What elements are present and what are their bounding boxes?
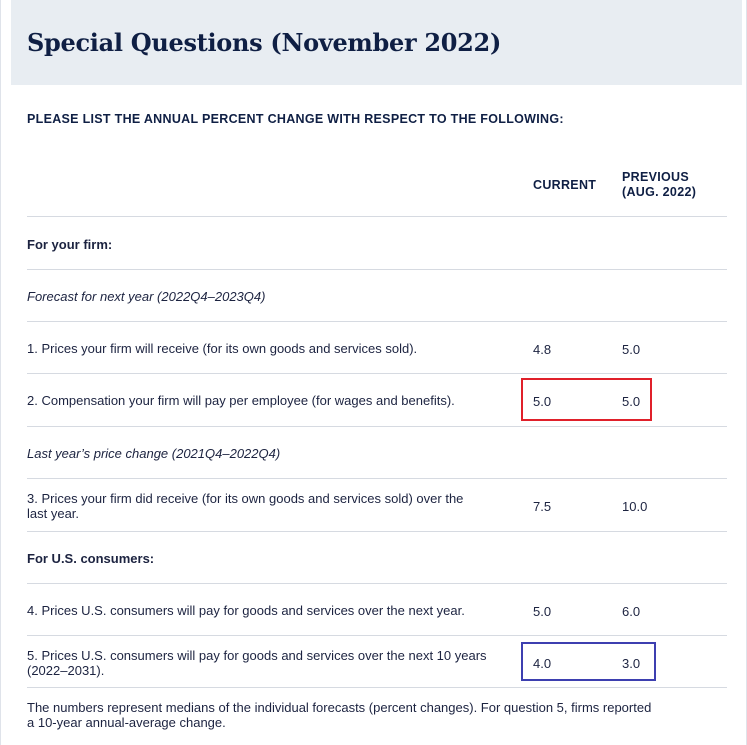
previous-value: 10.0	[622, 499, 648, 514]
previous-value: 5.0	[622, 394, 641, 409]
row-label: For your firm:	[27, 237, 113, 252]
previous-value: 3.0	[622, 656, 641, 671]
previous-value: 6.0	[622, 604, 641, 619]
row-label: For U.S. consumers:	[27, 551, 155, 566]
row-label-line1: 5. Prices U.S. consumers will pay for goods and services over the next 10 years	[27, 648, 487, 663]
instruction-text: PLEASE LIST THE ANNUAL PERCENT CHANGE WITH RESPECT TO THE FOLLOWING:	[27, 112, 564, 126]
row-label	[27, 491, 463, 521]
current-value: 4.0	[533, 656, 552, 671]
current-value: 7.5	[533, 499, 552, 514]
page-title: Special Questions (November 2022)	[27, 28, 502, 57]
section-row-firm	[27, 216, 727, 269]
subsection-row-forecast	[27, 269, 727, 321]
subsection-row-last-year	[27, 426, 727, 478]
current-value: 4.8	[533, 342, 552, 357]
row-label: Last year’s price change (2021Q4–2022Q4)	[27, 446, 281, 461]
previous-value: 5.0	[622, 342, 641, 357]
current-value: 5.0	[533, 604, 552, 619]
row-label	[27, 648, 487, 678]
footnote-line1: The numbers represent medians of the individual forecasts (percent changes). For question 5, firms reported	[27, 700, 652, 715]
footnote-line2: a 10-year annual-average change.	[27, 715, 226, 730]
highlight-box-blue	[521, 642, 656, 681]
page-header	[11, 0, 742, 85]
row-label: Forecast for next year (2022Q4–2023Q4)	[27, 289, 266, 304]
column-header-previous-line2: (AUG. 2022)	[622, 185, 697, 199]
row-label: 4. Prices U.S. consumers will pay for goods and services over the next year.	[27, 603, 465, 618]
column-header-previous-line1: PREVIOUS	[622, 170, 689, 184]
row-label: 1. Prices your firm will receive (for its own goods and services sold).	[27, 341, 418, 356]
table-row	[27, 478, 727, 531]
row-label-line2: (2022–2031).	[27, 663, 105, 678]
footnote	[27, 700, 727, 730]
row-label-line2: last year.	[27, 506, 80, 521]
highlight-box-red	[521, 378, 652, 421]
row-label: 2. Compensation your firm will pay per employee (for wages and benefits).	[27, 393, 455, 408]
section-row-consumers	[27, 531, 727, 583]
column-header-current: CURRENT	[533, 178, 597, 192]
table-row	[27, 583, 727, 635]
table-row	[27, 321, 727, 373]
current-value: 5.0	[533, 394, 552, 409]
column-header-previous	[622, 170, 696, 200]
row-label-line1: 3. Prices your firm did receive (for its own goods and services sold) over the	[27, 491, 464, 506]
